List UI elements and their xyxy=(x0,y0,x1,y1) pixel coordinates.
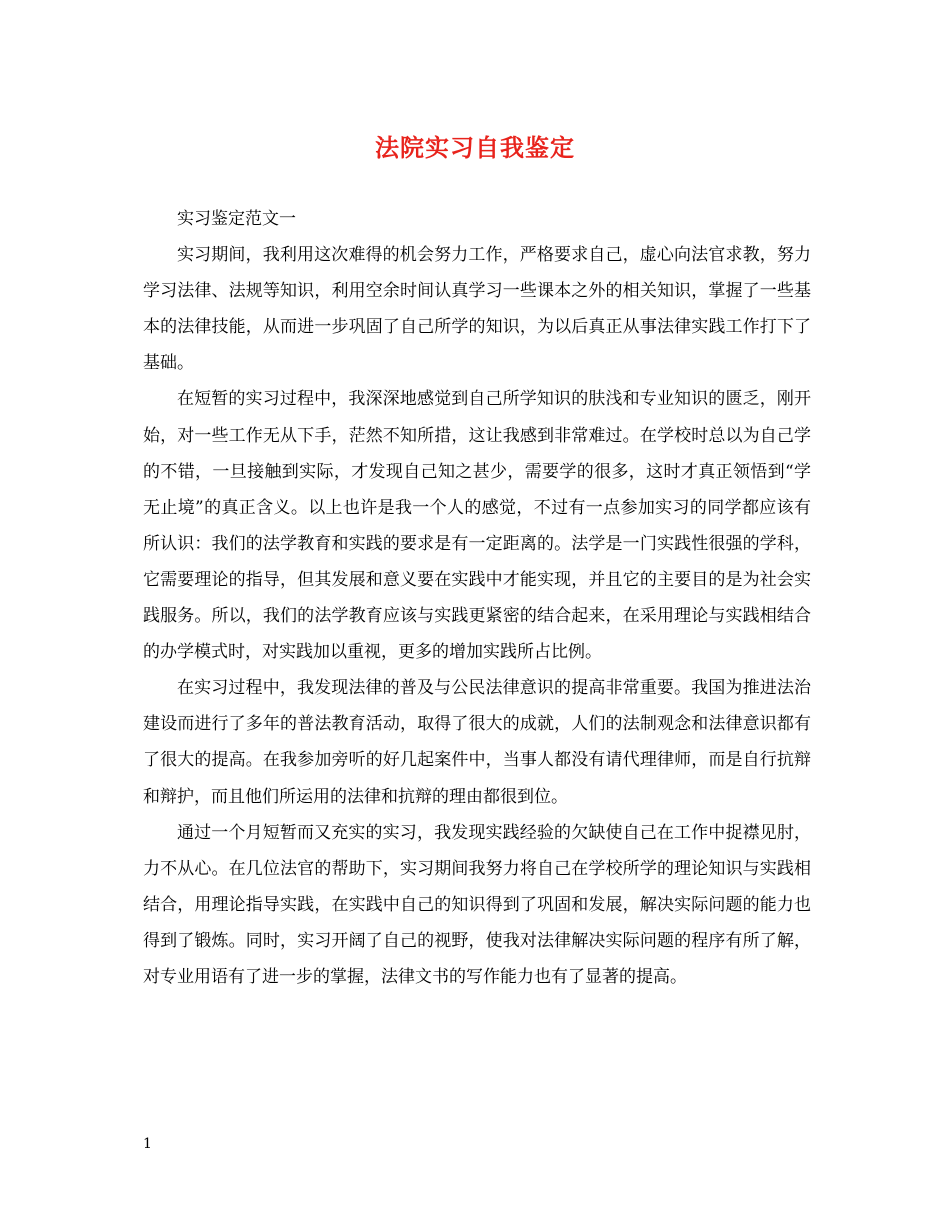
document-title: 法院实习自我鉴定 xyxy=(375,133,575,162)
paragraph: 通过一个月短暂而又充实的实习，我发现实践经验的欠缺使自己在工作中捉襟见肘，力不从心。在几位法官的帮助下，实习期间我努力将自己在学校所学的理论知识与实践相结合，用理论指导实践，在实践中自己的知识得到了巩固和发展，解决实际问题的能力也得到了锻炼。同时，实习开阔了自己的视野，使我对法律解决实际问题的程序有所了解，对专业用语有了进一步的掌握，法律文书的写作能力也有了显著的提高。 xyxy=(143,822,811,987)
paragraph: 在实习过程中，我发现法律的普及与公民法律意识的提高非常重要。我国为推进法治建设而进行了多年的普法教育活动，取得了很大的成就，人们的法制观念和法律意识都有了很大的提高。在我参加旁听的好几起案件中，当事人都没有请代理律师，而是自行抗辩和辩护，而且他们所运用的法律和抗辩的理由都很到位。 xyxy=(143,678,811,807)
section-heading: 实习鉴定范文一 xyxy=(177,209,296,229)
paragraph: 实习期间，我利用这次难得的机会努力工作，严格要求自己，虚心向法官求教，努力学习法律、法规等知识，利用空余时间认真学习一些课本之外的相关知识，掌握了一些基本的法律技能，从而进一步巩固了自己所学的知识，为以后真正从事法律实践工作打下了基础。 xyxy=(143,245,811,374)
document-body xyxy=(143,201,811,995)
page-number: 1 xyxy=(143,1136,152,1152)
paragraph: 在短暂的实习过程中，我深深地感觉到自己所学知识的肤浅和专业知识的匮乏，刚开始，对一些工作无从下手，茫然不知所措，这让我感到非常难过。在学校时总以为自己学的不错，一旦接触到实际，才发现自己知之甚少，需要学的很多，这时才真正领悟到“学无止境”的真正含义。以上也许是我一个人的感觉，不过有一点参加实习的同学都应该有所认识：我们的法学教育和实践的要求是有一定距离的。法学是一门实践性很强的学科，它需要理论的指导，但其发展和意义要在实践中才能实现，并且它的主要目的是为社会实践服务。所以，我们的法学教育应该与实践更紧密的结合起来，在采用理论与实践相结合的办学模式时，对实践加以重视，更多的增加实践所占比例。 xyxy=(143,389,811,663)
